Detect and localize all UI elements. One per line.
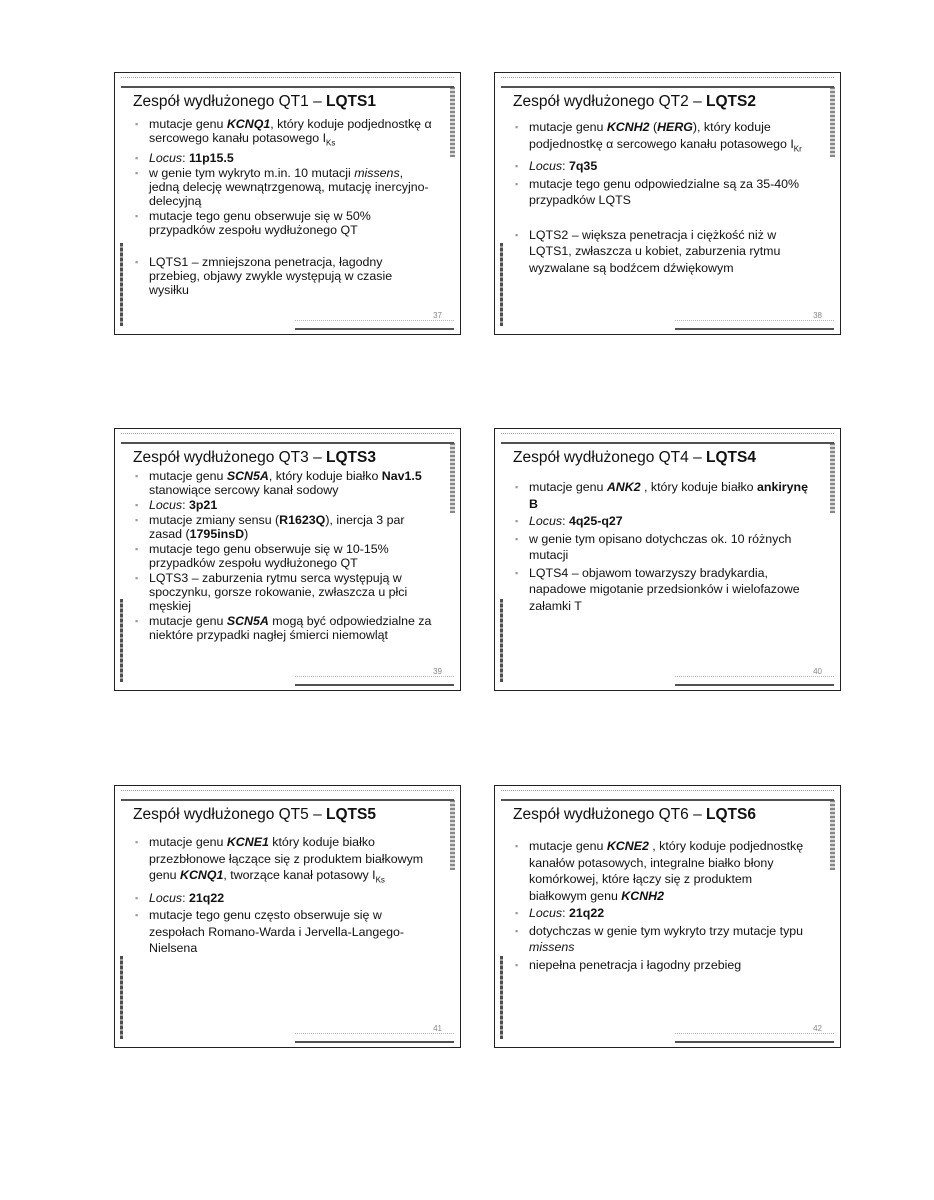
slide-title: Zespół wydłużonego QT2 – LQTS2 xyxy=(513,93,756,110)
list-item: ▪ w genie tym wykryto m.in. 10 mutacji missens, jedną delecję wewnątrzgenową, mutację inercyjno-delecyjną xyxy=(135,166,432,208)
slide-bottom-rule xyxy=(295,1033,454,1043)
list-item: ▪ mutacje genu KCNH2 (HERG), który koduje podjednostkę α sercowego kanału potasowego $I_{Kr}$ xyxy=(515,119,812,157)
list-item: ▪ mutacje tego genu często obserwuje się w zespołach Romano-Warda i Jervella-Langego-Nielsena xyxy=(135,907,432,957)
slide-right-decoration xyxy=(450,443,455,513)
slide-left-decoration xyxy=(120,599,123,682)
list-item: ▪ LQTS2 – większa penetracja i ciężkość niż w LQTS1, zwłaszcza u kobiet, zaburzenia rytmu wyzwalane są bodźcem dźwiękowym xyxy=(515,227,812,277)
slide-top-rule xyxy=(501,790,834,801)
list-item: ▪ mutacje genu SCN5A mogą być odpowiedzialne za niektóre przypadki nagłej śmierci niemowląt xyxy=(135,614,432,642)
bullet-list xyxy=(135,469,432,643)
slide-top-rule xyxy=(121,790,454,801)
list-item: ▪ Locus: 4q25-q27 xyxy=(515,513,812,530)
list-item: ▪ mutacje genu KCNE1 który koduje białko przezbłonowe łączące się z produktem białkowym genu KCNQ1, tworzące kanał potasowy $I_{Ks}$ xyxy=(135,834,432,889)
slide-38 xyxy=(494,72,841,335)
page-number: 37 xyxy=(433,311,442,320)
list-item: ▪ mutacje tego genu obserwuje się w 10-15% przypadków zespołu wydłużonego QT xyxy=(135,542,432,570)
slide-top-rule xyxy=(501,433,834,444)
list-item: ▪ mutacje genu ANK2 , który koduje białko ankirynę B xyxy=(515,479,812,512)
page-number: 39 xyxy=(433,667,442,676)
slide-left-decoration xyxy=(500,243,503,326)
slide-bottom-rule xyxy=(675,320,834,330)
slide-right-decoration xyxy=(450,87,455,157)
slide-bottom-rule xyxy=(675,676,834,686)
list-item: ▪ dotychczas w genie tym wykryto trzy mutacje typu missens xyxy=(515,923,812,956)
bullet-list xyxy=(135,117,432,298)
bullet-list xyxy=(515,479,812,615)
slide-title: Zespół wydłużonego QT1 – LQTS1 xyxy=(133,93,376,110)
bullet-list xyxy=(135,834,432,958)
bullet-list xyxy=(515,119,812,277)
slide-left-decoration xyxy=(500,956,503,1039)
slide-bottom-rule xyxy=(675,1033,834,1043)
slide-40 xyxy=(494,428,841,691)
list-item: ▪ mutacje genu KCNE2 , który koduje podjednostkę kanałów potasowych, integralne białko błony komórkowej, które łączy się z produktem białkowym genu KCNH2 xyxy=(515,838,812,904)
slide-42 xyxy=(494,785,841,1048)
list-item: ▪ LQTS1 – zmniejszona penetracja, łagodny przebieg, objawy zwykle występują w czasie wysiłku xyxy=(135,255,432,297)
list-item: ▪ Locus: 21q22 xyxy=(515,905,812,922)
page-number: 41 xyxy=(433,1024,442,1033)
slide-39 xyxy=(114,428,461,691)
slide-left-decoration xyxy=(500,599,503,682)
slide-right-decoration xyxy=(830,800,835,870)
slide-title: Zespół wydłużonego QT6 – LQTS6 xyxy=(513,806,756,823)
list-item: ▪ niepełna penetracja i łagodny przebieg xyxy=(515,957,812,974)
slide-right-decoration xyxy=(830,443,835,513)
list-item: ▪ mutacje genu KCNQ1, który koduje podjednostkę α sercowego kanału potasowego $I_{Ks}$ xyxy=(135,117,432,150)
page-number: 42 xyxy=(813,1024,822,1033)
slide-right-decoration xyxy=(830,87,835,157)
list-item: ▪ mutacje zmiany sensu (R1623Q), inercja 3 par zasad (1795insD) xyxy=(135,513,432,541)
list-item: ▪ LQTS3 – zaburzenia rytmu serca występują w spoczynku, gorsze rokowanie, zwłaszcza u płci męskiej xyxy=(135,571,432,613)
page-number: 38 xyxy=(813,311,822,320)
bullet-list xyxy=(515,838,812,974)
slide-top-rule xyxy=(121,77,454,88)
slide-title: Zespół wydłużonego QT4 – LQTS4 xyxy=(513,449,756,466)
slide-bottom-rule xyxy=(295,676,454,686)
slide-bottom-rule xyxy=(295,320,454,330)
slide-41 xyxy=(114,785,461,1048)
slide-right-decoration xyxy=(450,800,455,870)
slide-37 xyxy=(114,72,461,335)
list-item: ▪ LQTS4 – objawom towarzyszy bradykardia, napadowe migotanie przedsionków i wielofazowe załamki T xyxy=(515,565,812,615)
page-number: 40 xyxy=(813,667,822,676)
list-item: ▪ mutacje tego genu obserwuje się w 50% przypadków zespołu wydłużonego QT xyxy=(135,209,432,237)
list-item: ▪ Locus: 11p15.5 xyxy=(135,151,432,165)
list-item: ▪ mutacje tego genu odpowiedzialne są za 35-40% przypadków LQTS xyxy=(515,176,812,209)
slide-top-rule xyxy=(501,77,834,88)
slide-title: Zespół wydłużonego QT5 – LQTS5 xyxy=(133,806,376,823)
slide-left-decoration xyxy=(120,956,123,1039)
slide-top-rule xyxy=(121,433,454,444)
list-item: ▪ Locus: 3p21 xyxy=(135,498,432,512)
list-item: ▪ w genie tym opisano dotychczas ok. 10 różnych mutacji xyxy=(515,531,812,564)
list-item: ▪ Locus: 21q22 xyxy=(135,890,432,907)
list-item: ▪ mutacje genu SCN5A, który koduje białko Nav1.5 stanowiące sercowy kanał sodowy xyxy=(135,469,432,497)
slide-title: Zespół wydłużonego QT3 – LQTS3 xyxy=(133,449,376,466)
list-item: ▪ Locus: 7q35 xyxy=(515,158,812,175)
slide-left-decoration xyxy=(120,243,123,326)
